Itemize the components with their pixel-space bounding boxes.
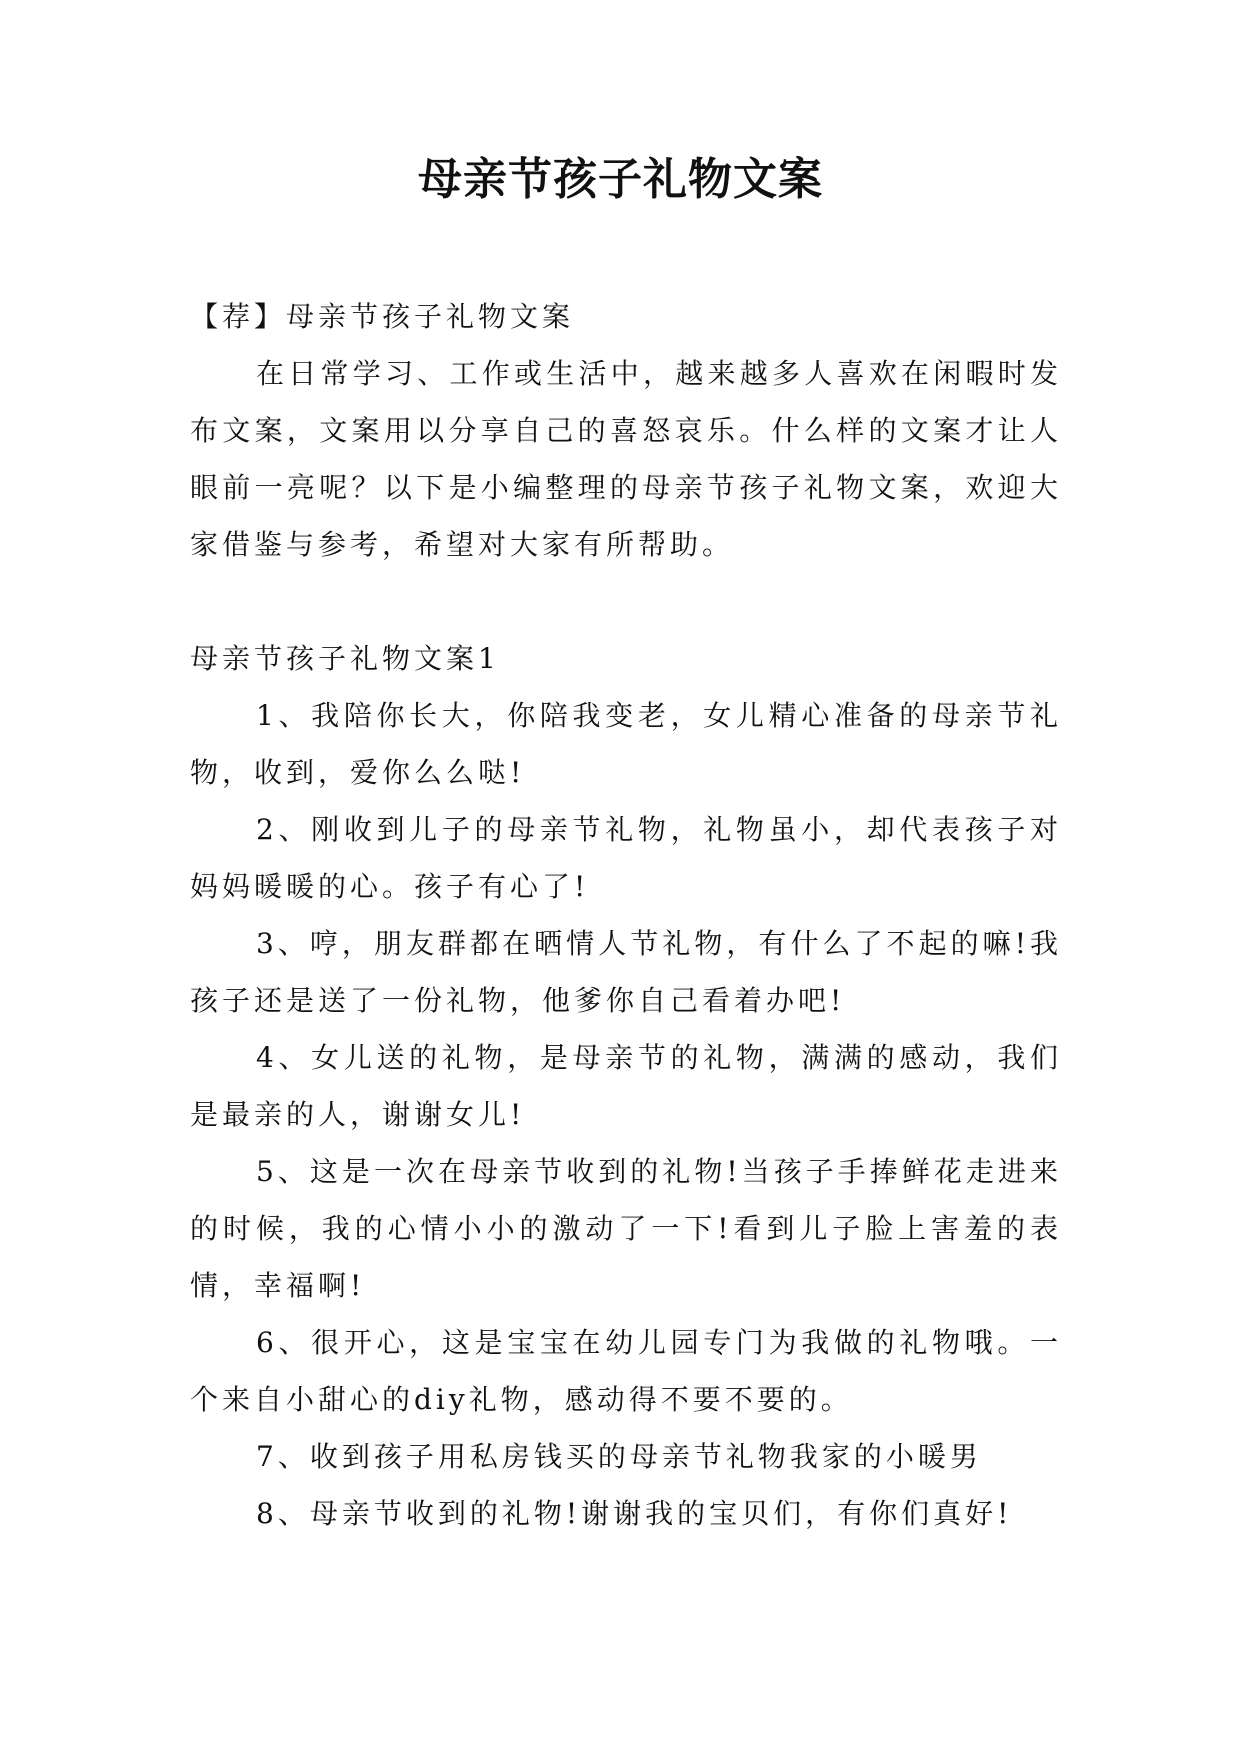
paragraph-spacer [190, 573, 1062, 630]
list-item: 7、收到孩子用私房钱买的母亲节礼物我家的小暖男 [256, 1440, 982, 1473]
document-title: 母亲节孩子礼物文案 [418, 154, 823, 205]
document-body [190, 288, 1062, 1542]
list-item: 5、这是一次在母亲节收到的礼物!当孩子手捧鲜花走进来的时候，我的心情小小的激动了一下!看到儿子脸上害羞的表情，幸福啊! [190, 1155, 1062, 1302]
intro-paragraph: 在日常学习、工作或生活中，越来越多人喜欢在闲暇时发布文案，文案用以分享自己的喜怒哀乐。什么样的文案才让人眼前一亮呢？以下是小编整理的母亲节孩子礼物文案，欢迎大家借鉴与参考，希望对大家有所帮助。 [190, 357, 1062, 561]
list-item: 2、刚收到儿子的母亲节礼物，礼物虽小，却代表孩子对妈妈暖暖的心。孩子有心了! [190, 813, 1062, 903]
section-heading: 母亲节孩子礼物文案1 [190, 642, 500, 675]
list-item: 8、母亲节收到的礼物!谢谢我的宝贝们，有你们真好! [256, 1497, 1013, 1530]
list-item: 3、哼，朋友群都在晒情人节礼物，有什么了不起的嘛!我孩子还是送了一份礼物，他爹你自己看着办吧! [190, 927, 1062, 1017]
list-item: 4、女儿送的礼物，是母亲节的礼物，满满的感动，我们是最亲的人，谢谢女儿! [190, 1041, 1062, 1131]
list-item: 1、我陪你长大，你陪我变老，女儿精心准备的母亲节礼物，收到，爱你么么哒! [190, 699, 1062, 789]
list-item: 6、很开心，这是宝宝在幼儿园专门为我做的礼物哦。一个来自小甜心的diy礼物，感动得不要不要的。 [190, 1326, 1062, 1416]
recommend-tag-line: 【荐】母亲节孩子礼物文案 [190, 300, 575, 333]
